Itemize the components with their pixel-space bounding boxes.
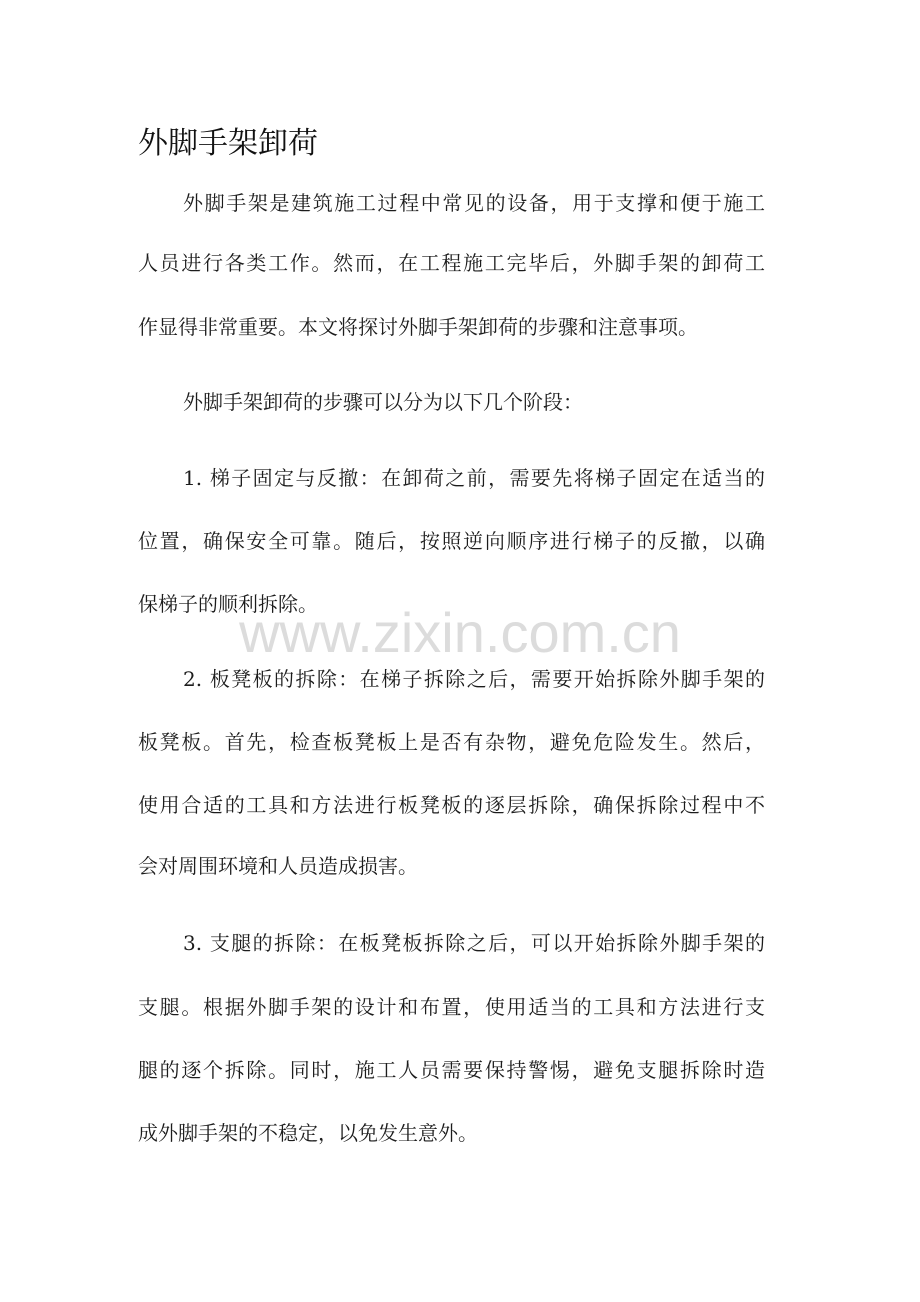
paragraph-line: 板凳板。首先，检查板凳板上是否有杂物，避免危险发生。然后， xyxy=(138,730,765,754)
page-title: 外脚手架卸荷 xyxy=(138,126,318,161)
paragraph-line: 位置，确保安全可靠。随后，按照逆向顺序进行梯子的反撤，以确 xyxy=(138,529,765,553)
paragraph-line: 1. 梯子固定与反撤：在卸荷之前，需要先将梯子固定在适当的 xyxy=(183,466,765,490)
paragraph-line: 使用合适的工具和方法进行板凳板的逐层拆除，确保拆除过程中不 xyxy=(138,793,765,817)
paragraph-line: 2. 板凳板的拆除：在梯子拆除之后，需要开始拆除外脚手架的 xyxy=(183,667,765,691)
paragraph-line: 人员进行各类工作。然而，在工程施工完毕后，外脚手架的卸荷工 xyxy=(138,251,765,275)
paragraph-line: 保梯子的顺利拆除。 xyxy=(138,592,318,616)
paragraph-line: 3. 支腿的拆除：在板凳板拆除之后，可以开始拆除外脚手架的 xyxy=(183,931,765,955)
paragraph-line: 成外脚手架的不稳定，以免发生意外。 xyxy=(138,1121,478,1145)
paragraph-line: 支腿。根据外脚手架的设计和布置，使用适当的工具和方法进行支 xyxy=(138,995,765,1019)
paragraph-line: 外脚手架是建筑施工过程中常见的设备，用于支撑和便于施工 xyxy=(183,191,765,215)
paragraph-line: 外脚手架卸荷的步骤可以分为以下几个阶段： xyxy=(183,390,583,414)
watermark: www.zixin.com.cn xyxy=(239,601,681,664)
paragraph-line: 腿的逐个拆除。同时，施工人员需要保持警惕，避免支腿拆除时造 xyxy=(138,1058,765,1082)
paragraph-line: 作显得非常重要。本文将探讨外脚手架卸荷的步骤和注意事项。 xyxy=(138,315,698,339)
paragraph-line: 会对周围环境和人员造成损害。 xyxy=(138,854,418,878)
